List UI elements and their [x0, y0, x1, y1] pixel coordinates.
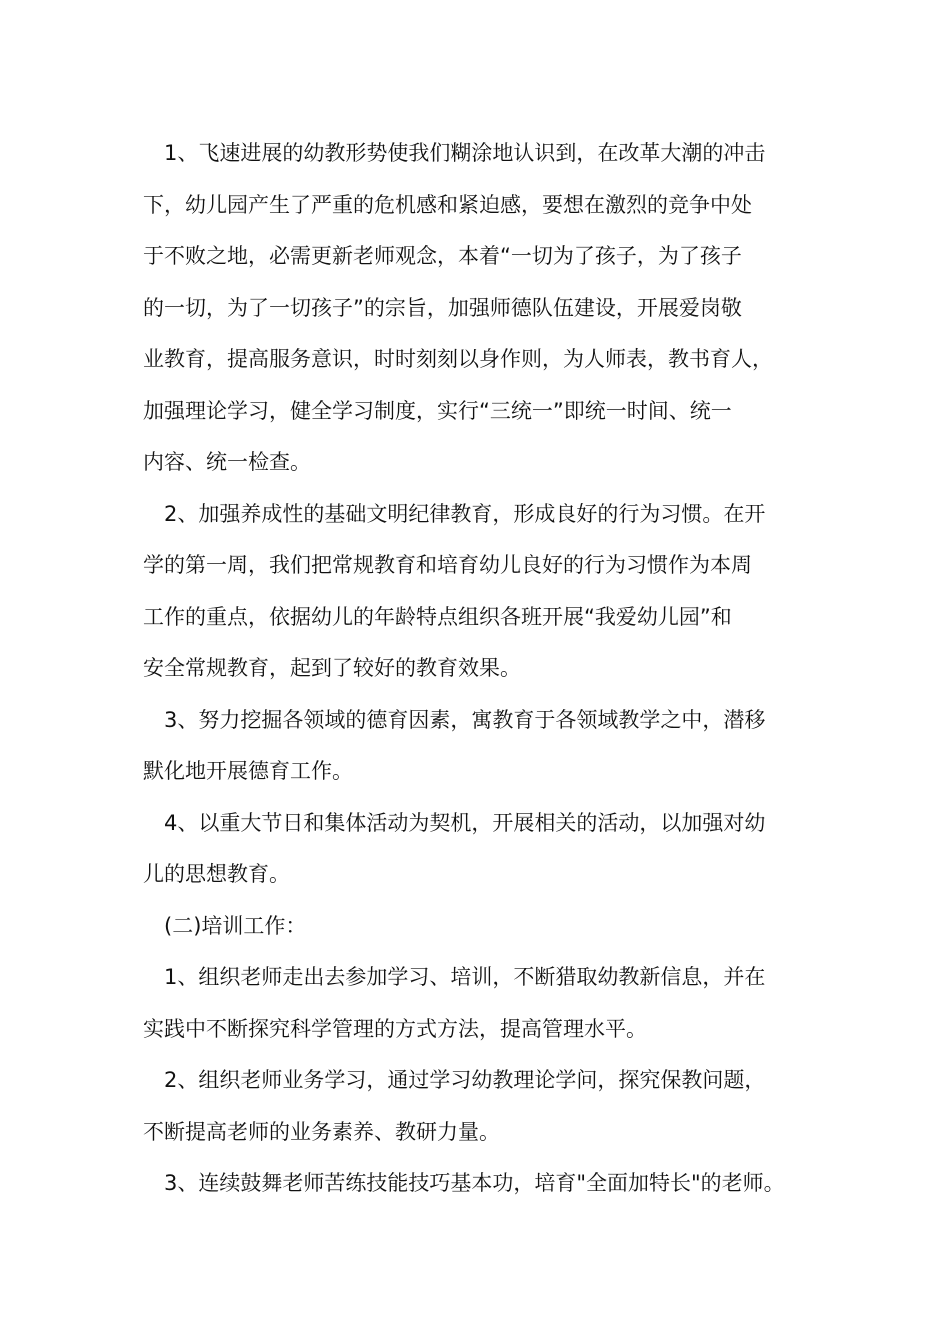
paragraph-1: [143, 128, 823, 489]
paragraph-3: [143, 695, 823, 798]
text-line: 3、努力挖掘各领域的德育因素，寓教育于各领域教学之中，潜移: [164, 707, 766, 732]
text-line: 的一切，为了一切孩子”的宗旨，加强师德队伍建设，开展爱岗敬: [143, 295, 742, 320]
text-line: 于不败之地，必需更新老师观念，本着“一切为了孩子，为了孩子: [143, 244, 742, 268]
text-line: 业教育，提高服务意识，时时刻刻以身作则，为人师表，教书育人，: [143, 347, 773, 371]
text-line: 1、组织老师走出去参加学习、培训，不断猎取幼教新信息，并在: [164, 965, 766, 989]
paragraph-7: [143, 1158, 823, 1210]
text-line: 加强理论学习，健全学习制度，实行“三统一”即统一时间、统一: [143, 398, 732, 423]
text-line: 2、加强养成性的基础文明纪律教育，形成良好的行为习惯。在开: [164, 501, 766, 526]
text-line: 4、以重大节日和集体活动为契机，开展相关的活动，以加强对幼: [164, 810, 766, 835]
paragraph-6: [143, 1055, 823, 1158]
text-line: 安全常规教育，起到了较好的教育效果。: [143, 656, 521, 680]
text-line: 内容、统一检查。: [143, 450, 311, 474]
paragraph-4: [143, 798, 823, 901]
paragraph-5: [143, 952, 823, 1055]
section-heading: (二)培训工作：: [164, 913, 307, 938]
text-line: 1、飞速进展的幼教形势使我们糊涂地认识到，在改革大潮的冲击: [164, 141, 766, 165]
text-line: 学的第一周，我们把常规教育和培育幼儿良好的行为习惯作为本周: [143, 553, 752, 577]
text-line: 2、组织老师业务学习，通过学习幼教理论学问，探究保教问题，: [164, 1068, 766, 1092]
text-line: 不断提高老师的业务素养、教研力量。: [143, 1119, 500, 1144]
text-line: 默化地开展德育工作。: [143, 759, 353, 783]
text-line: 3、连续鼓舞老师苦练技能技巧基本功，培育"全面加特长"的老师。: [164, 1171, 785, 1195]
section-heading-training: [143, 901, 823, 953]
document-body: [143, 128, 823, 1210]
text-line: 儿的思想教育。: [143, 862, 290, 886]
text-line: 下，幼儿园产生了严重的危机感和紧迫感，要想在激烈的竞争中处: [143, 192, 752, 217]
text-line: 实践中不断探究科学管理的方式方法，提高管理水平。: [143, 1016, 647, 1041]
paragraph-2: [143, 489, 823, 695]
text-line: 工作的重点，依据幼儿的年龄特点组织各班开展“我爱幼儿园”和: [143, 604, 732, 629]
